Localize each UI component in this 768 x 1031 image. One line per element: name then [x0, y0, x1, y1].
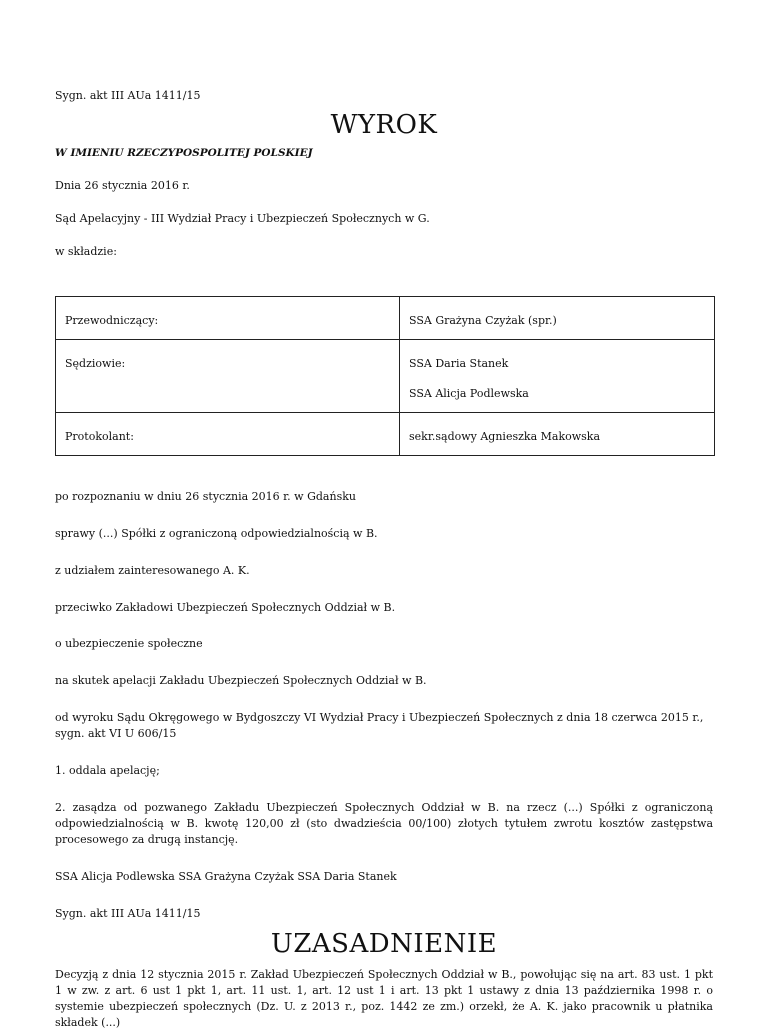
body-paragraph: sprawy (...) Spółki z ograniczoną odpowiedzialnością w B. — [55, 526, 378, 540]
judge-name: SSA Alicja Podlewska — [409, 386, 529, 400]
judge-name: SSA Daria Stanek — [409, 356, 509, 370]
body-paragraph: od wyroku Sądu Okręgowego w Bydgoszczy VI Wydział Pracy i Ubezpieczeń Społecznych z dnia 18 czerwca 2015 r., sygn. akt VI U 606/15 — [55, 711, 704, 741]
ruling-item: 2. zasądza od pozwanego Zakładu Ubezpieczeń Społecznych Oddział w B. na rzecz (...) Spółki z ograniczoną odpowiedzialnością w B. kwotę 120,00 zł (sto dwadzieścia 00/100) złotych tytułem zwrotu kosztów zastępstwa procesowego za drugą instancję. — [55, 801, 713, 847]
justification-title: UZASADNIENIE — [270, 928, 498, 959]
presiding-name: SSA Grażyna Czyżak (spr.) — [400, 296, 715, 339]
court-name: Sąd Apelacyjny - III Wydział Pracy i Ubezpieczeń Społecznych w G. — [55, 212, 430, 226]
table-row — [56, 339, 715, 412]
judges-label: Sędziowie: — [56, 339, 400, 412]
judgment-subtitle: W IMIENIU RZECZYPOSPOLITEJ POLSKIEJ — [55, 146, 313, 159]
court-panel-table — [55, 296, 715, 456]
body-paragraph: o ubezpieczenie społeczne — [55, 637, 203, 651]
ruling-item: 1. oddala apelację; — [55, 764, 160, 778]
clerk-label: Protokolant: — [56, 412, 400, 455]
judges-cell — [400, 339, 715, 412]
table-row — [56, 296, 715, 339]
body-paragraph: na skutek apelacji Zakładu Ubezpieczeń Społecznych Oddział w B. — [55, 674, 427, 688]
body-paragraph: po rozpoznaniu w dniu 26 stycznia 2016 r. w Gdańsku — [55, 489, 356, 503]
judgment-date: Dnia 26 stycznia 2016 r. — [55, 179, 190, 193]
presiding-label: Przewodniczący: — [56, 296, 400, 339]
judgment-title: WYROK — [330, 109, 438, 140]
judge-signatures: SSA Alicja Podlewska SSA Grażyna Czyżak SSA Daria Stanek — [55, 869, 397, 883]
clerk-name: sekr.sądowy Agnieszka Makowska — [400, 412, 715, 455]
case-number: Sygn. akt III AUa 1411/15 — [55, 906, 201, 920]
body-paragraph: z udziałem zainteresowanego A. K. — [55, 563, 250, 577]
justification-paragraph: Decyzją z dnia 12 stycznia 2015 r. Zakład Ubezpieczeń Społecznych Oddział w B., powołując się na art. 83 ust. 1 pkt 1 w zw. z art. 6 ust 1 pkt 1, art. 11 ust. 1, art. 12 ust 1 i art. 13 pkt 1 ustawy z dnia 13 października 1998 r. o systemie ubezpieczeń społecznych (Dz. U. z 2013 r., poz. 1442 ze zm.) orzekł, że A. K. jako pracownik u płatnika składek (...) — [55, 967, 713, 1029]
composition-label: w składzie: — [55, 245, 117, 259]
table-row — [56, 412, 715, 455]
case-number: Sygn. akt III AUa 1411/15 — [55, 89, 201, 102]
body-paragraph: przeciwko Zakładowi Ubezpieczeń Społecznych Oddział w B. — [55, 600, 396, 614]
